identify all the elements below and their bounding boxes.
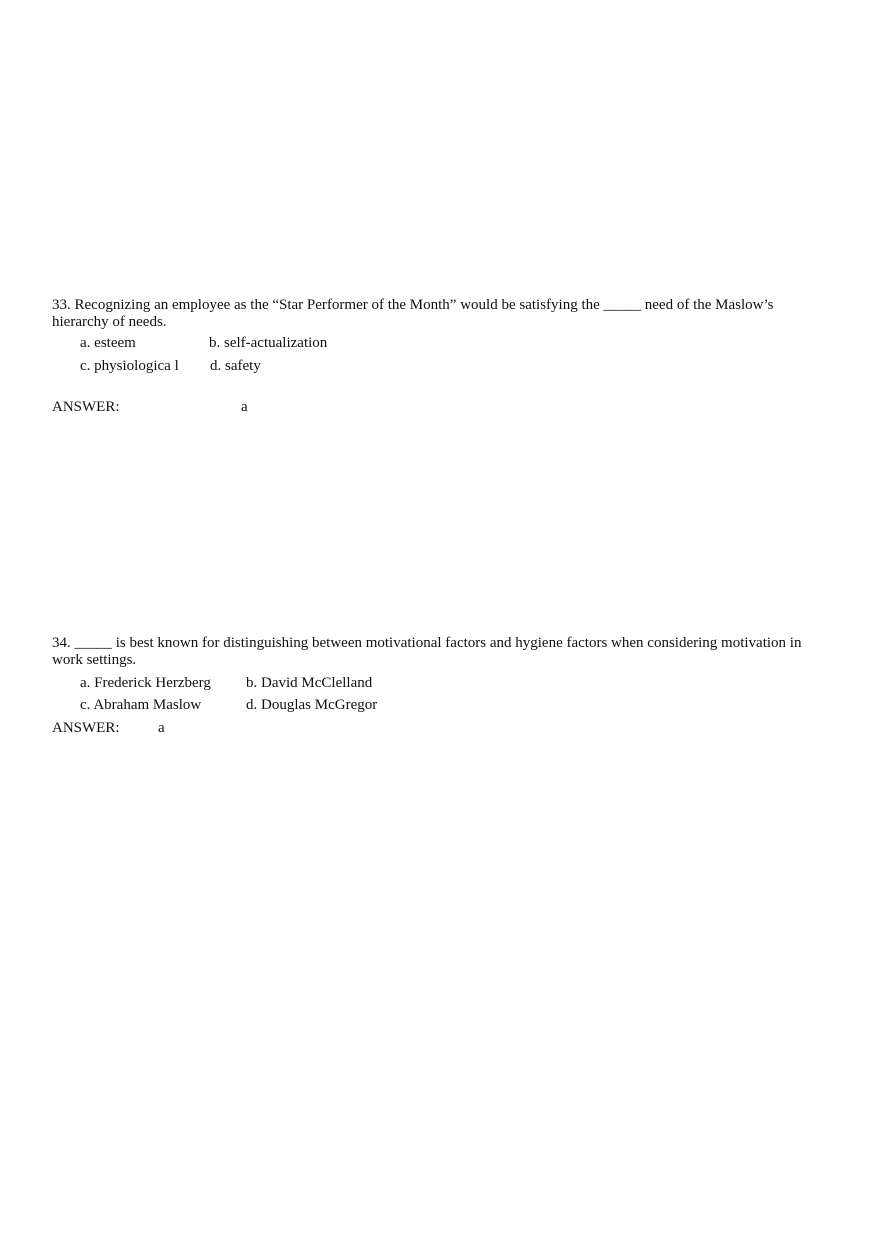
option-c: c. Abraham Maslow (80, 697, 202, 713)
option-c (80, 358, 184, 375)
option-d: d. Douglas McGregor (246, 697, 378, 713)
question-stem: 33. Recognizing an employee as the “Star Performer of the Month” would be satisfying the _____ need of the Maslow’s hierarchy of needs. (52, 297, 774, 330)
question-33 (52, 297, 832, 427)
option-a: a. esteem (80, 335, 136, 351)
question-stem: 34. _____ is best known for distinguishing between motivational factors and hygiene factors when considering motivation in work settings. (52, 635, 802, 668)
option-a: a. Frederick Herzberg (80, 675, 211, 691)
option-d: d. safety (210, 358, 261, 374)
answer-value: a (158, 720, 165, 736)
option-b: b. David McClelland (246, 675, 373, 691)
answer-label: ANSWER: (52, 720, 120, 736)
question-34 (52, 635, 832, 745)
option-c-text: c. physiologica l (80, 358, 179, 374)
option-b: b. self-actualization (209, 335, 328, 351)
answer-value: a (241, 399, 248, 415)
answer-label: ANSWER: (52, 399, 120, 415)
